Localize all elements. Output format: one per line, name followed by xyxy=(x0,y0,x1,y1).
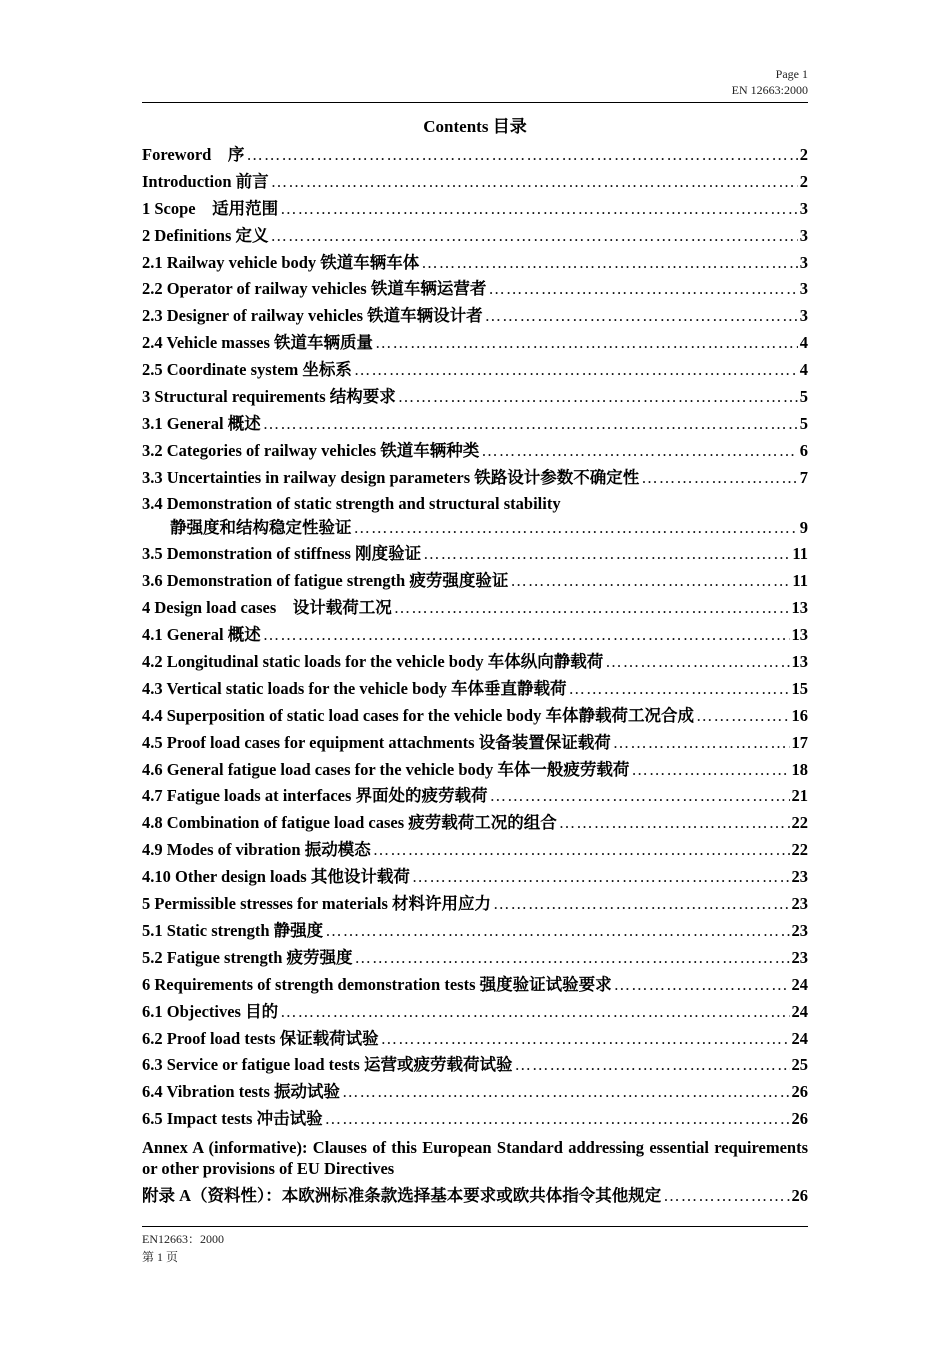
toc-entry-title: 4.9 Modes of vibration 振动模态 xyxy=(142,840,371,860)
toc-entry-page: 3 xyxy=(799,306,808,326)
toc-entry-title: 3.6 Demonstration of fatigue strength 疲劳强度验证 xyxy=(142,571,509,591)
toc-entry[interactable] xyxy=(142,999,808,1026)
toc-entry[interactable] xyxy=(142,1106,808,1133)
toc-entry[interactable] xyxy=(142,276,808,303)
footer-divider xyxy=(142,1226,808,1227)
toc-entry-title: 4.6 General fatigue load cases for the vehicle body 车体一般疲劳载荷 xyxy=(142,759,630,779)
header-divider xyxy=(142,102,808,103)
toc-entry-title: 2 Definitions 定义 xyxy=(142,225,269,245)
dot-leader xyxy=(325,1106,790,1133)
dot-leader xyxy=(263,622,790,649)
toc-entry-page: 15 xyxy=(791,678,808,698)
dot-leader xyxy=(493,891,789,918)
toc-entry-title: 4.5 Proof load cases for equipment attachments 设备装置保证载荷 xyxy=(142,732,611,752)
table-of-contents xyxy=(142,142,808,1210)
toc-entry-title: Foreword 序 xyxy=(142,145,245,164)
dot-leader xyxy=(481,438,797,465)
toc-entry-title: 2.1 Railway vehicle body 铁道车辆车体 xyxy=(142,252,420,272)
toc-entry-page: 24 xyxy=(791,1028,808,1048)
dot-leader xyxy=(605,649,789,676)
toc-entry-page: 3 xyxy=(799,252,808,272)
toc-entry[interactable] xyxy=(142,438,808,465)
toc-entry-title: 4.2 Longitudinal static loads for the vehicle body 车体纵向静载荷 xyxy=(142,652,604,672)
toc-entry-title: 5.2 Fatigue strength 疲劳强度 xyxy=(142,947,353,967)
dot-leader xyxy=(325,918,789,945)
toc-entry-title: 2.4 Vehicle masses 铁道车辆质量 xyxy=(142,333,373,353)
toc-entry-page: 23 xyxy=(791,947,808,967)
toc-entry-title: 6 Requirements of strength demonstration tests 强度验证试验要求 xyxy=(142,974,612,994)
dot-leader xyxy=(375,330,798,357)
toc-entry-page: 6 xyxy=(799,440,808,460)
dot-leader xyxy=(614,972,790,999)
page-number-label: Page 1 xyxy=(775,67,808,81)
dot-leader xyxy=(342,1079,790,1106)
toc-entry[interactable] xyxy=(142,250,808,277)
dot-leader xyxy=(559,810,790,837)
toc-entry-page: 9 xyxy=(799,517,808,537)
annex-title-en: Annex A (informative): Clauses of this European Standard addressing essential requirements or other provisions of EU Directives xyxy=(142,1138,808,1179)
toc-entry-title: 静强度和结构稳定性验证 xyxy=(170,517,352,537)
annex-title-cn-row xyxy=(142,1183,808,1210)
dot-leader xyxy=(271,223,798,250)
toc-entry[interactable] xyxy=(142,837,808,864)
dot-leader xyxy=(641,465,798,492)
toc-entry-page: 4 xyxy=(799,333,808,353)
document-id: EN 12663:2000 xyxy=(731,83,808,97)
toc-entry[interactable] xyxy=(142,223,808,250)
dot-leader xyxy=(631,757,789,784)
toc-entry[interactable] xyxy=(142,891,808,918)
dot-leader xyxy=(354,357,798,384)
toc-entry-page: 17 xyxy=(791,732,808,752)
dot-leader xyxy=(696,703,790,730)
toc-entry-title: 4.4 Superposition of static load cases for the vehicle body 车体静载荷工况合成 xyxy=(142,705,694,725)
toc-entry-title: 2.2 Operator of railway vehicles 铁道车辆运营者 xyxy=(142,279,487,299)
toc-entry-page: 13 xyxy=(791,598,808,618)
toc-entry-title: 4.10 Other design loads 其他设计载荷 xyxy=(142,867,410,887)
toc-entry-page: 24 xyxy=(791,1001,808,1021)
toc-entry[interactable] xyxy=(142,622,808,649)
toc-entry-title: 6.5 Impact tests 冲击试验 xyxy=(142,1109,323,1129)
toc-entry-page: 11 xyxy=(792,571,808,591)
toc-entry-page: 5 xyxy=(799,413,808,433)
page-header xyxy=(732,66,808,98)
dot-leader xyxy=(423,541,790,568)
dot-leader xyxy=(280,196,798,223)
toc-annex-entry[interactable] xyxy=(142,1137,808,1210)
toc-entry-title: 6.4 Vibration tests 振动试验 xyxy=(142,1082,340,1102)
dot-leader xyxy=(490,783,790,810)
toc-entry[interactable] xyxy=(142,142,808,169)
toc-entry-title: 4.7 Fatigue loads at interfaces 界面处的疲劳载荷 xyxy=(142,786,488,806)
toc-entry[interactable] xyxy=(142,1026,808,1053)
toc-entry-title: 3.1 General 概述 xyxy=(142,413,261,433)
toc-entry-page: 24 xyxy=(791,974,808,994)
toc-entry[interactable] xyxy=(142,703,808,730)
toc-entry-page: 23 xyxy=(791,920,808,940)
annex-title-cn: 附录 A（资料性）：本欧洲标准条款选择基本要求或欧共体指令其他规定 xyxy=(142,1186,662,1206)
dot-leader xyxy=(613,730,790,757)
toc-entry-title: 3.5 Demonstration of stiffness 刚度验证 xyxy=(142,544,422,564)
toc-entry-title: 2.5 Coordinate system 坐标系 xyxy=(142,360,352,380)
dot-leader xyxy=(569,676,790,703)
toc-entry-page: 11 xyxy=(792,544,808,564)
toc-entry-title: 2.3 Designer of railway vehicles 铁道车辆设计者 xyxy=(142,306,483,326)
toc-entry-title: 4.8 Combination of fatigue load cases 疲劳载荷工况的组合 xyxy=(142,813,557,833)
dot-leader xyxy=(246,142,797,169)
dot-leader xyxy=(663,1183,789,1210)
toc-entry[interactable] xyxy=(142,864,808,891)
toc-entry-page: 22 xyxy=(791,813,808,833)
toc-entry[interactable] xyxy=(142,918,808,945)
toc-entry-page: 23 xyxy=(791,867,808,887)
toc-entry[interactable] xyxy=(142,972,808,999)
toc-entry[interactable] xyxy=(142,945,808,972)
toc-entry[interactable] xyxy=(142,541,808,568)
toc-entry[interactable] xyxy=(142,196,808,223)
toc-entry-title: 5 Permissible stresses for materials 材料许用应力 xyxy=(142,894,492,914)
toc-entry-title: 4.1 General 概述 xyxy=(142,625,261,645)
toc-entry-page: 13 xyxy=(791,652,808,672)
toc-title: Contents 目录 xyxy=(423,117,527,136)
toc-entry-page: 5 xyxy=(799,387,808,407)
toc-entry-page: 23 xyxy=(791,894,808,914)
toc-entry-title: 3.2 Categories of railway vehicles 铁道车辆种类 xyxy=(142,440,480,460)
toc-entry-page: 4 xyxy=(799,360,808,380)
toc-entry[interactable] xyxy=(142,465,808,492)
toc-entry-title: 1 Scope 适用范围 xyxy=(142,198,279,218)
toc-entry-page: 18 xyxy=(791,759,808,779)
dot-leader xyxy=(355,945,790,972)
toc-entry[interactable] xyxy=(142,492,808,515)
toc-entry-page: 16 xyxy=(791,705,808,725)
toc-entry-title: 6.3 Service or fatigue load tests 运营或疲劳载荷试验 xyxy=(142,1055,513,1075)
footer-document-id: EN12663：2000 xyxy=(142,1232,224,1246)
toc-entry[interactable] xyxy=(142,411,808,438)
toc-entry-page: 25 xyxy=(791,1055,808,1075)
toc-entry-title: 6.2 Proof load tests 保证载荷试验 xyxy=(142,1028,379,1048)
toc-entry-page: 21 xyxy=(791,786,808,806)
dot-leader xyxy=(271,169,798,196)
dot-leader xyxy=(263,411,798,438)
toc-entry-title: 3.4 Demonstration of static strength and structural stability xyxy=(142,493,561,513)
toc-entry-page: 3 xyxy=(799,198,808,218)
toc-entry[interactable] xyxy=(142,303,808,330)
toc-entry-title: 3.3 Uncertainties in railway design parameters 铁路设计参数不确定性 xyxy=(142,467,640,487)
toc-entry[interactable] xyxy=(142,676,808,703)
toc-entry-page: 22 xyxy=(791,840,808,860)
toc-entry-title: Introduction 前言 xyxy=(142,171,269,191)
toc-entry-page: 3 xyxy=(799,279,808,299)
toc-entry[interactable] xyxy=(142,649,808,676)
page-footer xyxy=(142,1230,224,1266)
toc-entry[interactable] xyxy=(142,384,808,411)
toc-entry-title: 4.3 Vertical static loads for the vehicle body 车体垂直静载荷 xyxy=(142,678,567,698)
toc-entry-page: 2 xyxy=(799,171,808,191)
toc-entry-page: 3 xyxy=(799,225,808,245)
toc-entry-title: 4 Design load cases 设计载荷工况 xyxy=(142,598,392,618)
dot-leader xyxy=(354,515,798,542)
toc-entry[interactable] xyxy=(142,783,808,810)
dot-leader xyxy=(421,250,797,277)
dot-leader xyxy=(488,276,797,303)
toc-entry[interactable] xyxy=(142,568,808,595)
dot-leader xyxy=(381,1026,790,1053)
toc-entry[interactable] xyxy=(142,595,808,622)
dot-leader xyxy=(373,837,790,864)
toc-entry[interactable] xyxy=(142,330,808,357)
dot-leader xyxy=(514,1052,789,1079)
toc-entry-title: 5.1 Static strength 静强度 xyxy=(142,920,324,940)
footer-page-number: 第 1 页 xyxy=(142,1250,179,1264)
dot-leader xyxy=(398,384,798,411)
toc-entry[interactable] xyxy=(142,730,808,757)
toc-entry[interactable] xyxy=(142,757,808,784)
toc-entry-title: 3 Structural requirements 结构要求 xyxy=(142,387,396,407)
dot-leader xyxy=(510,568,790,595)
toc-entry-page: 7 xyxy=(799,467,808,487)
toc-entry-page: 13 xyxy=(791,625,808,645)
toc-entry[interactable] xyxy=(142,515,808,542)
dot-leader xyxy=(280,999,789,1026)
toc-entry[interactable] xyxy=(142,1052,808,1079)
toc-entry-title: 6.1 Objectives 目的 xyxy=(142,1001,279,1021)
toc-entry[interactable] xyxy=(142,357,808,384)
toc-entry[interactable] xyxy=(142,810,808,837)
dot-leader xyxy=(485,303,798,330)
toc-entry-page: 2 xyxy=(799,145,808,164)
toc-entry-page: 26 xyxy=(791,1109,808,1129)
annex-page-number: 26 xyxy=(791,1186,808,1206)
toc-entry-page: 26 xyxy=(791,1082,808,1102)
toc-entry[interactable] xyxy=(142,169,808,196)
toc-entry[interactable] xyxy=(142,1079,808,1106)
dot-leader xyxy=(412,864,790,891)
dot-leader xyxy=(394,595,790,622)
